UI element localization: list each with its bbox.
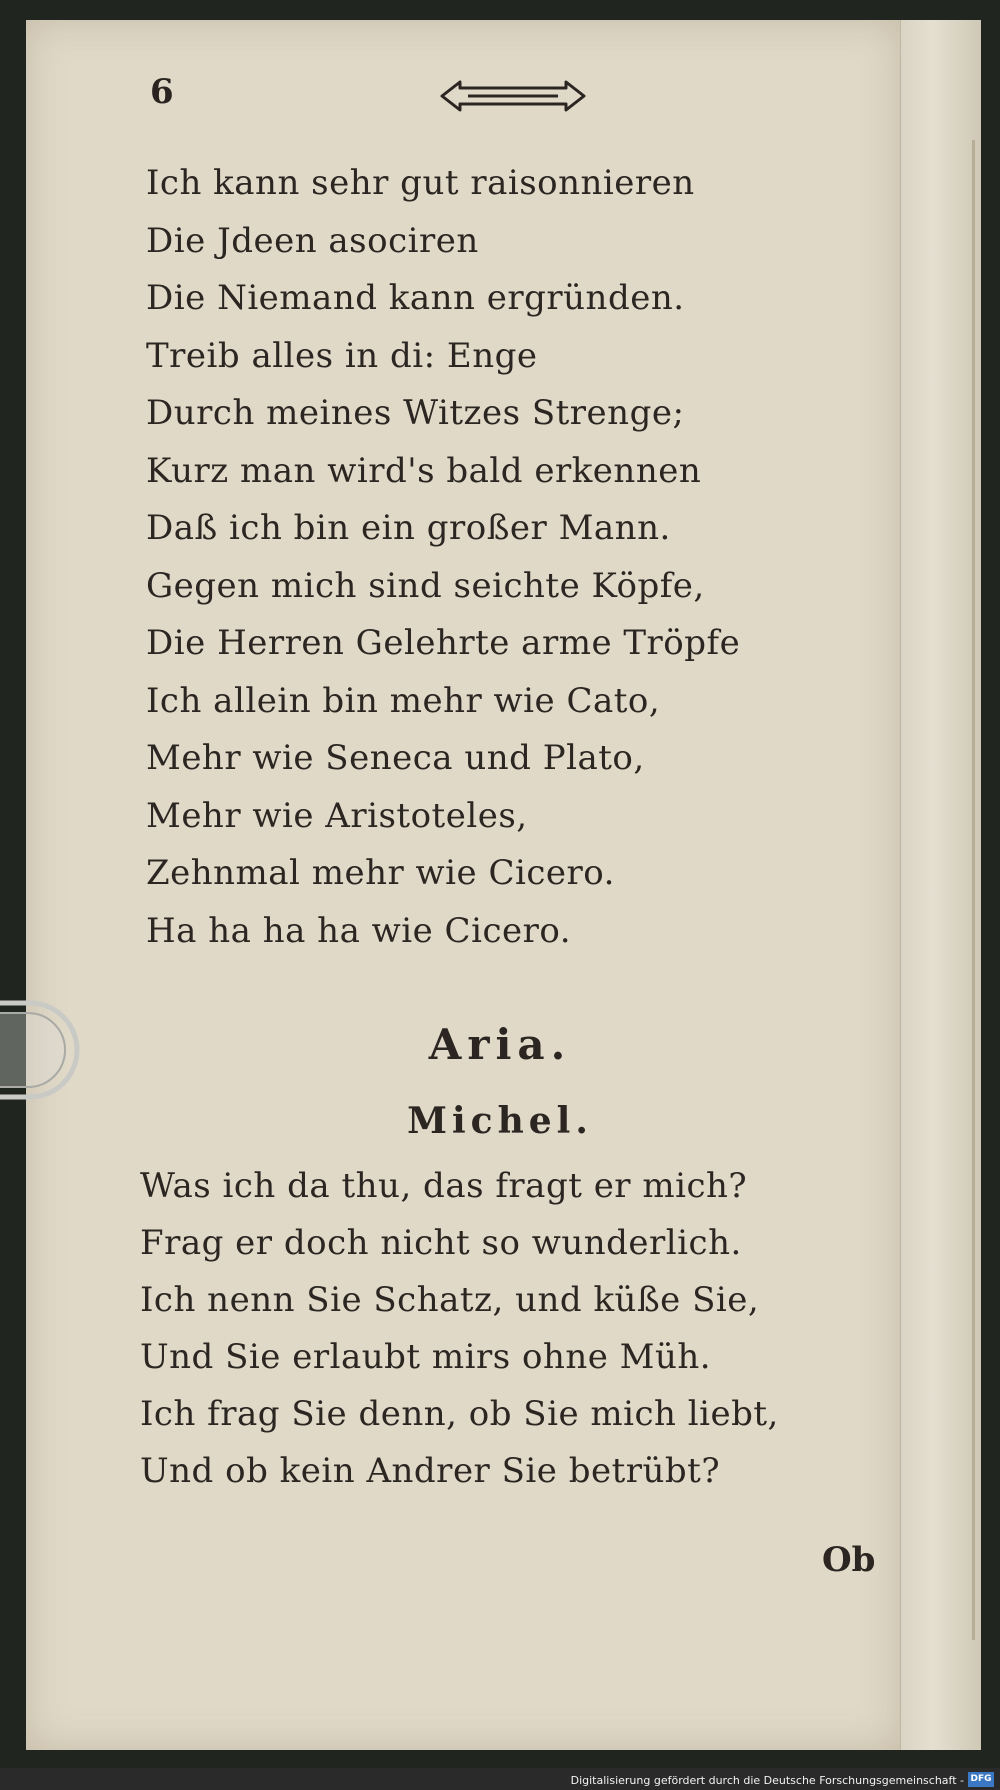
dfg-logo: DFG <box>968 1772 994 1787</box>
speaker-name: Michel. <box>407 1100 593 1142</box>
facing-page-edge <box>900 20 981 1750</box>
verse-line: Treib alles in di: Enge <box>146 335 538 376</box>
verse-line: Ich allein bin mehr wie Cato, <box>146 680 661 721</box>
aria-block <box>140 1158 840 1500</box>
verse-line: Daß ich bin ein großer Mann. <box>146 508 671 548</box>
verse-line: Gegen mich sind seichte Köpfe, <box>146 565 705 606</box>
verse-line: Die Niemand kann ergründen. <box>146 278 685 318</box>
verse-line: Mehr wie Seneca und Plato, <box>146 738 645 778</box>
aria-line: Und Sie erlaubt mirs ohne Müh. <box>140 1337 712 1377</box>
footer-bar <box>0 1768 1000 1790</box>
verse-line: Ha ha ha ha wie Cicero. <box>146 910 572 951</box>
aria-line: Was ich da thu, das fragt er mich? <box>140 1166 748 1206</box>
verse-line: Ich kann sehr gut raisonnieren <box>146 163 695 203</box>
verse-line: Kurz man wird's bald erkennen <box>146 450 702 491</box>
verse-line: Mehr wie Aristoteles, <box>146 795 528 836</box>
aria-line: Frag er doch nicht so wunderlich. <box>140 1223 742 1263</box>
verse-line: Durch meines Witzes Strenge; <box>146 393 685 433</box>
page-edge-line <box>972 140 975 1640</box>
ornament-arrow-icon <box>438 74 588 118</box>
catchword: Ob <box>822 1540 876 1580</box>
aria-heading: Aria. <box>428 1020 572 1069</box>
verse-line: Zehnmal mehr wie Cicero. <box>146 853 615 893</box>
aria-line: Und ob kein Andrer Sie betrübt? <box>140 1451 721 1491</box>
verse-line: Die Jdeen asociren <box>146 220 479 261</box>
page-number: 6 <box>150 72 174 112</box>
aria-line: Ich frag Sie denn, ob Sie mich liebt, <box>140 1394 779 1434</box>
footer-credit: Digitalisierung gefördert durch die Deutsche Forschungsgemeinschaft - <box>570 1774 964 1787</box>
verse-block <box>146 155 846 960</box>
verse-line: Die Herren Gelehrte arme Tröpfe <box>146 623 741 663</box>
aria-line: Ich nenn Sie Schatz, und küße Sie, <box>140 1280 760 1320</box>
